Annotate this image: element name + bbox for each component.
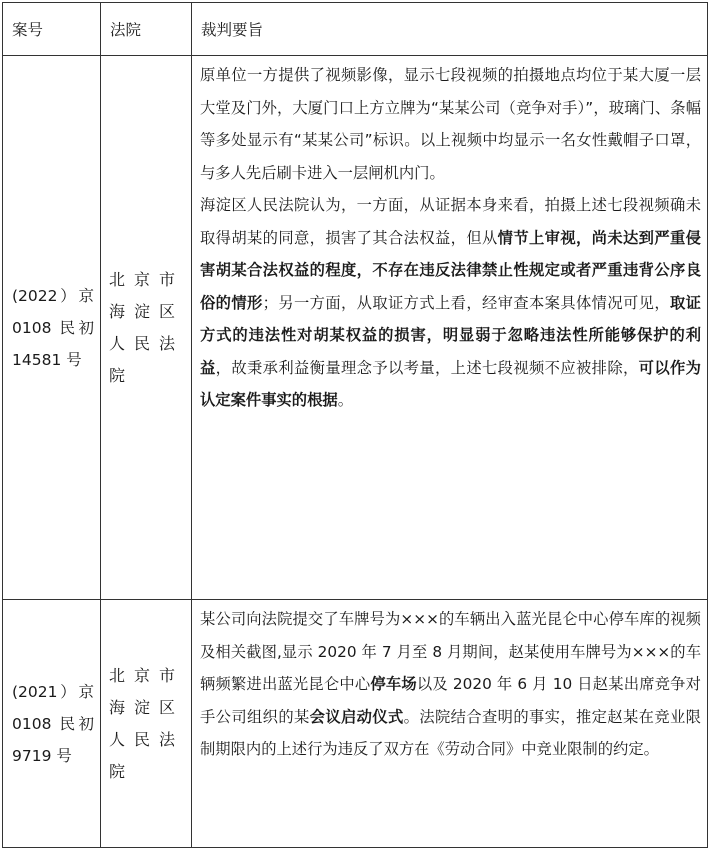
holding-paragraph: 原单位一方提供了视频影像，显示七段视频的拍摄地点均位于某大厦一层大堂及门外，大厦门口上方立牌为“某某公司（竞争对手）”，玻璃门、条幅等多处显示有“某某公司”标识。以上视频中均显示一名女性戴帽子口罩，与多人先后刷卡进入一层闸机内门。 [200,66,701,182]
court-cell [101,56,192,600]
court-line: 院 [109,761,135,781]
court-line: 人民法 [109,729,185,749]
text-run: 海淀区人民法院认为，一方面，从证据本身来看，拍摄上述七段视频确未取得胡某的同意，损害了其合法权益，但从 [200,196,701,247]
text-run: 。法院结合查明的事实，推定赵某在竞业限制期限内的上述行为违反了双方在《劳动合同》中竞业限制的约定。 [200,707,701,758]
holding-cell [192,56,708,600]
case-number-line: 0108 民初 [12,714,94,733]
court-line: 北京市 [109,269,185,289]
text-run: 以及 2020 年 6 月 10 日赵某出席竞争对手公司组织的某 [200,675,701,726]
emphasis-text: 取证方式的违法性对胡某权益的损害，明显弱于忽略违法性所能够保护的利益 [200,293,701,377]
court-line: 海淀区 [109,697,185,717]
text-run: 某公司向法院提交了车牌号为×××的车辆出入蓝光昆仑中心停车库的视频及相关截图,显示 2020 年 7 月至 8 月期间，赵某使用车牌号为×××的车辆频繁进出蓝光昆仑中心 [200,610,701,693]
holding-cell [192,600,708,848]
case-number-cell [3,56,101,600]
header-court: 法院 [101,3,192,56]
case-table [2,2,708,848]
court-cell [101,600,192,848]
case-number-line: 0108 民初 [12,318,94,337]
table-row [3,600,708,848]
holding-paragraph [200,603,701,766]
header-holding: 裁判要旨 [192,3,708,56]
emphasis-text: 停车场 [370,675,417,693]
header-case-no: 案号 [3,3,101,56]
case-number-line: 14581 号 [12,350,82,369]
emphasis-text: 可以作为认定案件事实的根据 [200,358,701,409]
emphasis-text: 情节上审视，尚未达到严重侵害胡某合法权益的程度，不存在违反法律禁止性规定或者严重违背公序良俗的情形 [200,228,701,312]
case-number-cell [3,600,101,848]
case-number-line: 9719 号 [12,746,72,765]
text-run: ，故秉承利益衡量理念予以考量，上述七段视频不应被排除， [215,358,639,377]
text-run: 。 [337,391,353,409]
table-row [3,56,708,600]
court-line: 北京市 [109,665,185,685]
case-number-line: (2021）京 [12,682,94,701]
holding-paragraph [200,189,701,417]
court-line: 院 [109,365,135,385]
court-line: 海淀区 [109,301,185,321]
header-row [3,3,708,56]
emphasis-text: 会议启动仪式 [309,707,404,726]
case-number-line: (2022）京 [12,286,94,305]
court-line: 人民法 [109,333,185,353]
text-run: ；另一方面，从取证方式上看，经审查本案具体情况可见， [262,293,670,312]
